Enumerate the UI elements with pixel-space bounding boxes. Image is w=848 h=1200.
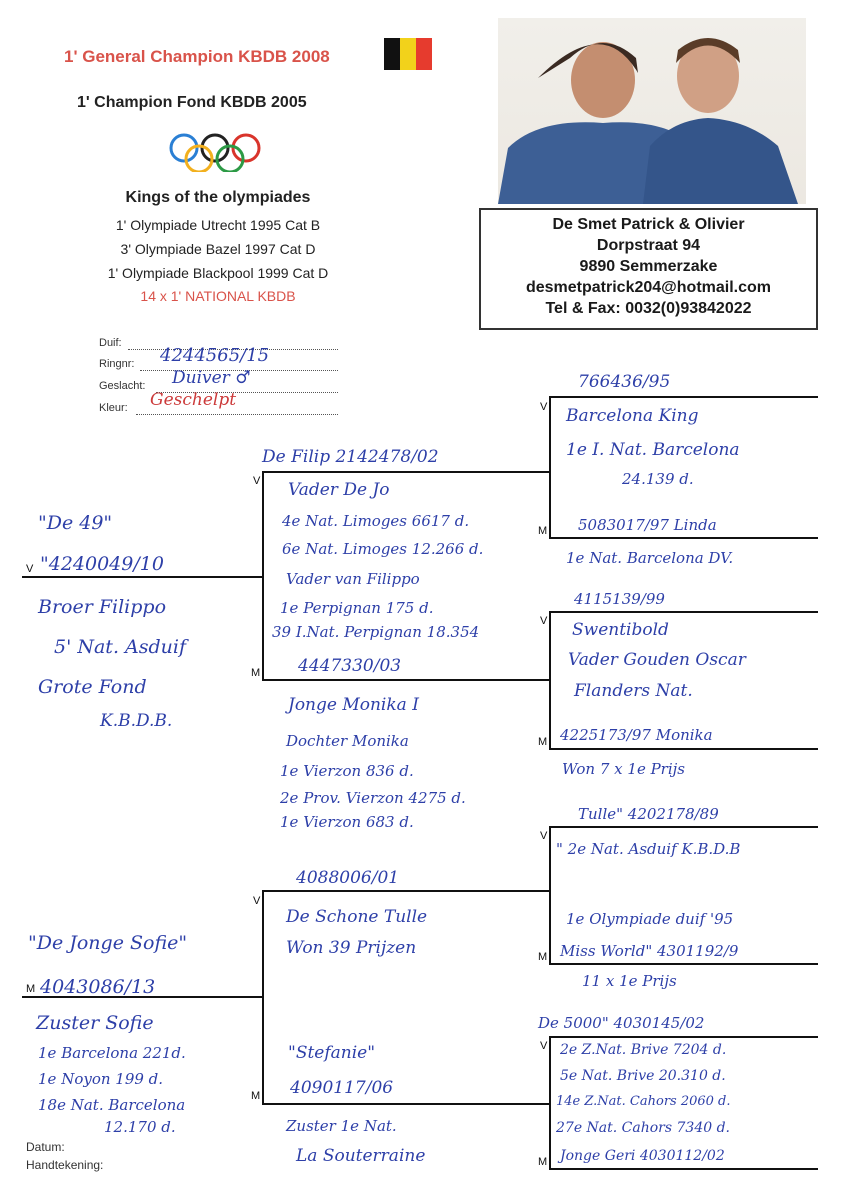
fmm-note: Won 7 x 1e Prijs xyxy=(562,760,685,778)
bracket-line xyxy=(262,890,550,892)
mff-note: 1e Olympiade duif '95 xyxy=(566,910,734,928)
bracket-line xyxy=(549,611,818,613)
ringnr-value: 4244565/15 xyxy=(160,345,270,366)
fff-note: 1e I. Nat. Barcelona xyxy=(566,440,740,460)
phone: Tel & Fax: 0032(0)93842022 xyxy=(545,300,752,317)
handtekening-label: Handtekening: xyxy=(26,1158,104,1172)
mff-note: " 2e Nat. Asduif K.B.D.B xyxy=(556,840,741,858)
m-marker: M xyxy=(251,667,261,679)
mfm-note: 11 x 1e Prijs xyxy=(582,972,677,990)
fmf-ring: 4115139/99 xyxy=(574,590,665,608)
title-general-champion: 1' General Champion KBDB 2008 xyxy=(64,47,330,66)
fff-note: 24.139 d. xyxy=(622,470,694,488)
m-marker: M xyxy=(538,1156,548,1168)
kleur-label: Kleur: xyxy=(99,402,128,414)
kings-title: Kings of the olympiades xyxy=(125,189,311,206)
v-marker: V xyxy=(253,895,261,907)
v-marker: V xyxy=(253,475,261,487)
fm-note: Dochter Monika xyxy=(286,732,409,750)
fm-note: 2e Prov. Vierzon 4275 d. xyxy=(280,789,466,807)
geslacht-label: Geslacht: xyxy=(99,380,146,392)
mmf-ring: De 5000" 4030145/02 xyxy=(538,1014,705,1032)
fmf-note: Flanders Nat. xyxy=(574,681,693,701)
olympiade-line: 3' Olympiade Bazel 1997 Cat D xyxy=(120,241,316,257)
bracket-line xyxy=(549,396,551,538)
kleur-value: Geschelpt xyxy=(150,390,237,410)
fmm-ring: 4225173/97 Monika xyxy=(560,726,713,744)
email[interactable]: desmetpatrick204@hotmail.com xyxy=(525,279,772,296)
m-marker: M xyxy=(538,951,548,963)
fmf-note: Vader Gouden Oscar xyxy=(568,650,746,670)
address-city: 9890 Semmerzake xyxy=(579,258,718,275)
olympiade-line: 1' Olympiade Utrecht 1995 Cat B xyxy=(115,217,321,233)
dam-note: Zuster Sofie xyxy=(36,1012,154,1034)
v-marker: V xyxy=(540,615,548,627)
contact-box xyxy=(479,208,818,330)
bracket-line xyxy=(549,1168,818,1170)
datum-label: Datum: xyxy=(26,1140,65,1154)
mmf-note: 5e Nat. Brive 20.310 d. xyxy=(560,1068,726,1084)
m-marker: M xyxy=(251,1090,261,1102)
bracket-line xyxy=(262,471,550,473)
bracket-line xyxy=(549,537,818,539)
mmf-note: 27e Nat. Cahors 7340 d. xyxy=(556,1120,730,1136)
owners-photo xyxy=(498,18,806,204)
m-marker: M xyxy=(538,525,548,537)
bracket-line xyxy=(549,611,551,749)
sire-ring: "4240049/10 xyxy=(40,553,164,575)
mf-note: De Schone Tulle xyxy=(286,907,428,927)
olympic-rings-icon xyxy=(166,132,264,172)
v-marker: V xyxy=(540,1040,548,1052)
title-champion-fond: 1' Champion Fond KBDB 2005 xyxy=(77,94,307,111)
mm-note: 4090117/06 xyxy=(290,1078,394,1098)
sire-name: "De 49" xyxy=(38,512,113,534)
mmf-note: 14e Z.Nat. Cahors 2060 d. xyxy=(556,1094,731,1109)
ff-note: 6e Nat. Limoges 12.266 d. xyxy=(282,540,484,558)
geslacht-value: Duiver ♂ xyxy=(172,368,251,388)
mmm-ring: Jonge Geri 4030112/02 xyxy=(560,1148,725,1164)
bracket-line xyxy=(262,679,550,681)
fff-note: Barcelona King xyxy=(566,406,699,426)
bracket-line xyxy=(262,890,264,1104)
ff-note: 39 I.Nat. Perpignan 18.354 xyxy=(272,623,480,641)
ffm-note: 1e Nat. Barcelona DV. xyxy=(566,549,734,567)
mm-name: "Stefanie" xyxy=(288,1043,376,1063)
ff-note: Vader van Filippo xyxy=(286,570,420,588)
duif-label: Duif: xyxy=(99,337,122,349)
fff-ring: 766436/95 xyxy=(578,372,671,392)
sire-note: K.B.D.B. xyxy=(100,711,173,731)
dam-note: 12.170 d. xyxy=(104,1118,176,1136)
mff-ring: Tulle" 4202178/89 xyxy=(578,805,719,823)
mm-note: Zuster 1e Nat. xyxy=(286,1117,397,1135)
bracket-line xyxy=(549,396,818,398)
ffm-ring: 5083017/97 Linda xyxy=(578,516,717,534)
fm-note: 1e Vierzon 836 d. xyxy=(280,762,414,780)
v-marker: V xyxy=(26,563,34,575)
fm-note: Jonge Monika I xyxy=(288,695,419,715)
mfm-ring: Miss World" 4301192/9 xyxy=(560,942,739,960)
ff-note: Vader De Jo xyxy=(288,480,390,500)
m-marker: M xyxy=(538,736,548,748)
belgian-flag-icon xyxy=(384,38,432,70)
v-marker: V xyxy=(540,830,548,842)
address-street: Dorpstraat 94 xyxy=(596,237,701,254)
bracket-line xyxy=(262,1103,550,1105)
bracket-line xyxy=(549,748,818,750)
ff-name: De Filip 2142478/02 xyxy=(262,447,439,467)
fm-note: 1e Vierzon 683 d. xyxy=(280,813,414,831)
bracket-line xyxy=(549,1036,551,1169)
sire-note: Broer Filippo xyxy=(38,596,167,618)
dam-note: 18e Nat. Barcelona xyxy=(38,1096,186,1114)
dam-note: 1e Barcelona 221d. xyxy=(38,1044,186,1062)
bracket-line xyxy=(262,471,264,680)
bracket-line xyxy=(549,826,551,964)
mf-name: 4088006/01 xyxy=(296,868,400,888)
mf-note: Won 39 Prijzen xyxy=(286,938,417,958)
dam-name: "De Jonge Sofie" xyxy=(28,932,188,954)
mm-note: La Souterraine xyxy=(296,1146,426,1166)
ff-note: 1e Perpignan 175 d. xyxy=(280,599,434,617)
national-count: 14 x 1' NATIONAL KBDB xyxy=(140,288,296,304)
bracket-line xyxy=(549,1036,818,1038)
v-marker: V xyxy=(540,401,548,413)
dam-note: 1e Noyon 199 d. xyxy=(38,1070,164,1088)
fm-name: 4447330/03 xyxy=(298,656,402,676)
m-marker: M xyxy=(26,983,36,995)
person-silhouettes-icon xyxy=(498,18,806,204)
bracket-line xyxy=(22,576,262,578)
sire-note: 5' Nat. Asduif xyxy=(54,636,186,658)
ff-note: 4e Nat. Limoges 6617 d. xyxy=(282,512,470,530)
sire-note: Grote Fond xyxy=(38,676,147,698)
fmf-note: Swentibold xyxy=(572,620,669,640)
bracket-line xyxy=(549,826,818,828)
mmf-note: 2e Z.Nat. Brive 7204 d. xyxy=(560,1042,727,1058)
bracket-line xyxy=(549,963,818,965)
olympiade-line: 1' Olympiade Blackpool 1999 Cat D xyxy=(107,265,329,281)
owner-name: De Smet Patrick & Olivier xyxy=(552,216,745,233)
ringnr-label: Ringnr: xyxy=(99,358,135,370)
dam-ring: 4043086/13 xyxy=(40,976,156,998)
